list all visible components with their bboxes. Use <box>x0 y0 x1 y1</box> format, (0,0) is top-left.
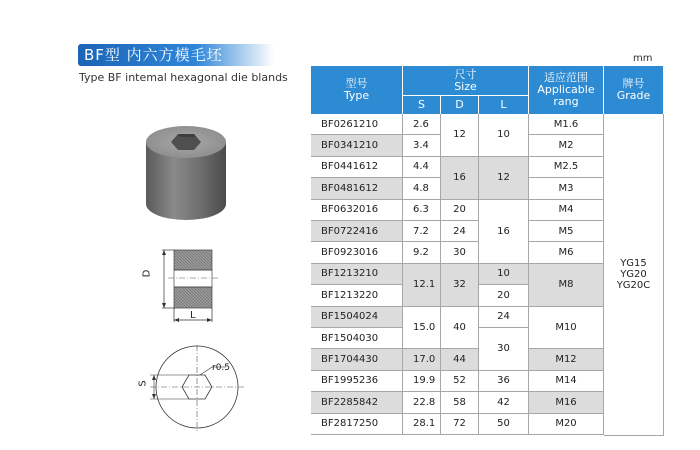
table-cell-range: M1.6 <box>529 114 604 135</box>
table-cell-l: 50 <box>479 414 529 435</box>
header-l: L <box>479 96 529 114</box>
table-cell-l: 24 <box>479 307 529 328</box>
table-cell-range: M3 <box>529 178 604 199</box>
page-title: BF型 内六方模毛坯 <box>84 46 223 64</box>
radius-label: r0.5 <box>212 363 231 373</box>
spec-table <box>311 66 663 435</box>
table-cell-type: BF0722416 <box>311 221 403 242</box>
table-cell-range: M12 <box>529 349 604 370</box>
table-cell-s: 19.9 <box>403 371 441 392</box>
table-cell-d: 32 <box>441 264 479 307</box>
table-cell-s: 4.8 <box>403 178 441 199</box>
table-cell-type: BF0341210 <box>311 135 403 156</box>
table-cell-range: M16 <box>529 392 604 413</box>
table-cell-l: 16 <box>479 200 529 264</box>
header-s: S <box>403 96 441 114</box>
table-cell-l: 10 <box>479 114 529 157</box>
table-cell-d: 52 <box>441 371 479 392</box>
table-cell-l: 12 <box>479 157 529 200</box>
unit-label: mm <box>633 53 653 64</box>
table-cell-range: M5 <box>529 221 604 242</box>
table-cell-type: BF0923016 <box>311 242 403 263</box>
die-blank-illustration <box>126 118 246 228</box>
dimension-s-label: S <box>137 380 149 387</box>
table-cell-s: 17.0 <box>403 349 441 370</box>
dimension-d-label: D <box>141 269 153 278</box>
table-cell-range: M4 <box>529 200 604 221</box>
grade-yg15: YG15 <box>620 258 647 269</box>
header-d: D <box>441 96 479 114</box>
table-cell-s: 6.3 <box>403 200 441 221</box>
table-cell-l: 30 <box>479 328 529 371</box>
table-cell-s: 22.8 <box>403 392 441 413</box>
table-cell-type: BF1504030 <box>311 328 403 349</box>
table-cell-type: BF2285842 <box>311 392 403 413</box>
grade-yg20: YG20 <box>620 269 647 280</box>
table-cell-range: M8 <box>529 264 604 307</box>
table-cell-type: BF0632016 <box>311 200 403 221</box>
table-cell-s: 12.1 <box>403 264 441 307</box>
table-cell-type: BF1504024 <box>311 307 403 328</box>
table-cell-range: M2 <box>529 135 604 156</box>
table-cell-d: 24 <box>441 221 479 242</box>
table-cell-d: 44 <box>441 349 479 370</box>
table-cell-range: M2.5 <box>529 157 604 178</box>
table-cell-grade <box>604 114 664 436</box>
table-cell-s: 28.1 <box>403 414 441 435</box>
header-grade: 牌号 Grade <box>604 66 663 114</box>
table-cell-l: 36 <box>479 371 529 392</box>
table-cell-d: 72 <box>441 414 479 435</box>
header-type: 型号 Type <box>311 66 403 114</box>
table-cell-d: 12 <box>441 114 479 157</box>
table-cell-d: 40 <box>441 307 479 350</box>
table-cell-s: 15.0 <box>403 307 441 350</box>
table-cell-type: BF1213210 <box>311 264 403 285</box>
dimension-l-label: L <box>190 310 196 321</box>
header-range: 适应范围 Applicable rang <box>529 66 604 114</box>
front-view-drawing <box>130 345 250 435</box>
table-cell-l: 20 <box>479 285 529 306</box>
table-cell-l: 42 <box>479 392 529 413</box>
table-cell-type: BF0261210 <box>311 114 403 135</box>
table-cell-s: 4.4 <box>403 157 441 178</box>
table-cell-s: 3.4 <box>403 135 441 156</box>
table-cell-type: BF2817250 <box>311 414 403 435</box>
table-cell-type: BF1995236 <box>311 371 403 392</box>
table-cell-range: M14 <box>529 371 604 392</box>
table-cell-type: BF1213220 <box>311 285 403 306</box>
table-cell-range: M20 <box>529 414 604 435</box>
table-cell-s: 7.2 <box>403 221 441 242</box>
table-cell-s: 2.6 <box>403 114 441 135</box>
table-cell-type: BF0481612 <box>311 178 403 199</box>
table-cell-type: BF1704430 <box>311 349 403 370</box>
table-cell-type: BF0441612 <box>311 157 403 178</box>
table-cell-d: 30 <box>441 242 479 263</box>
table-cell-d: 58 <box>441 392 479 413</box>
table-cell-d: 16 <box>441 157 479 200</box>
table-cell-range: M10 <box>529 307 604 350</box>
table-cell-d: 20 <box>441 200 479 221</box>
table-cell-range: M6 <box>529 242 604 263</box>
header-size: 尺寸 Size <box>403 66 529 96</box>
table-cell-s: 9.2 <box>403 242 441 263</box>
page-subtitle: Type BF intemal hexagonal die blands <box>79 71 288 84</box>
grade-yg20c: YG20C <box>616 280 651 291</box>
table-cell-l: 10 <box>479 264 529 285</box>
